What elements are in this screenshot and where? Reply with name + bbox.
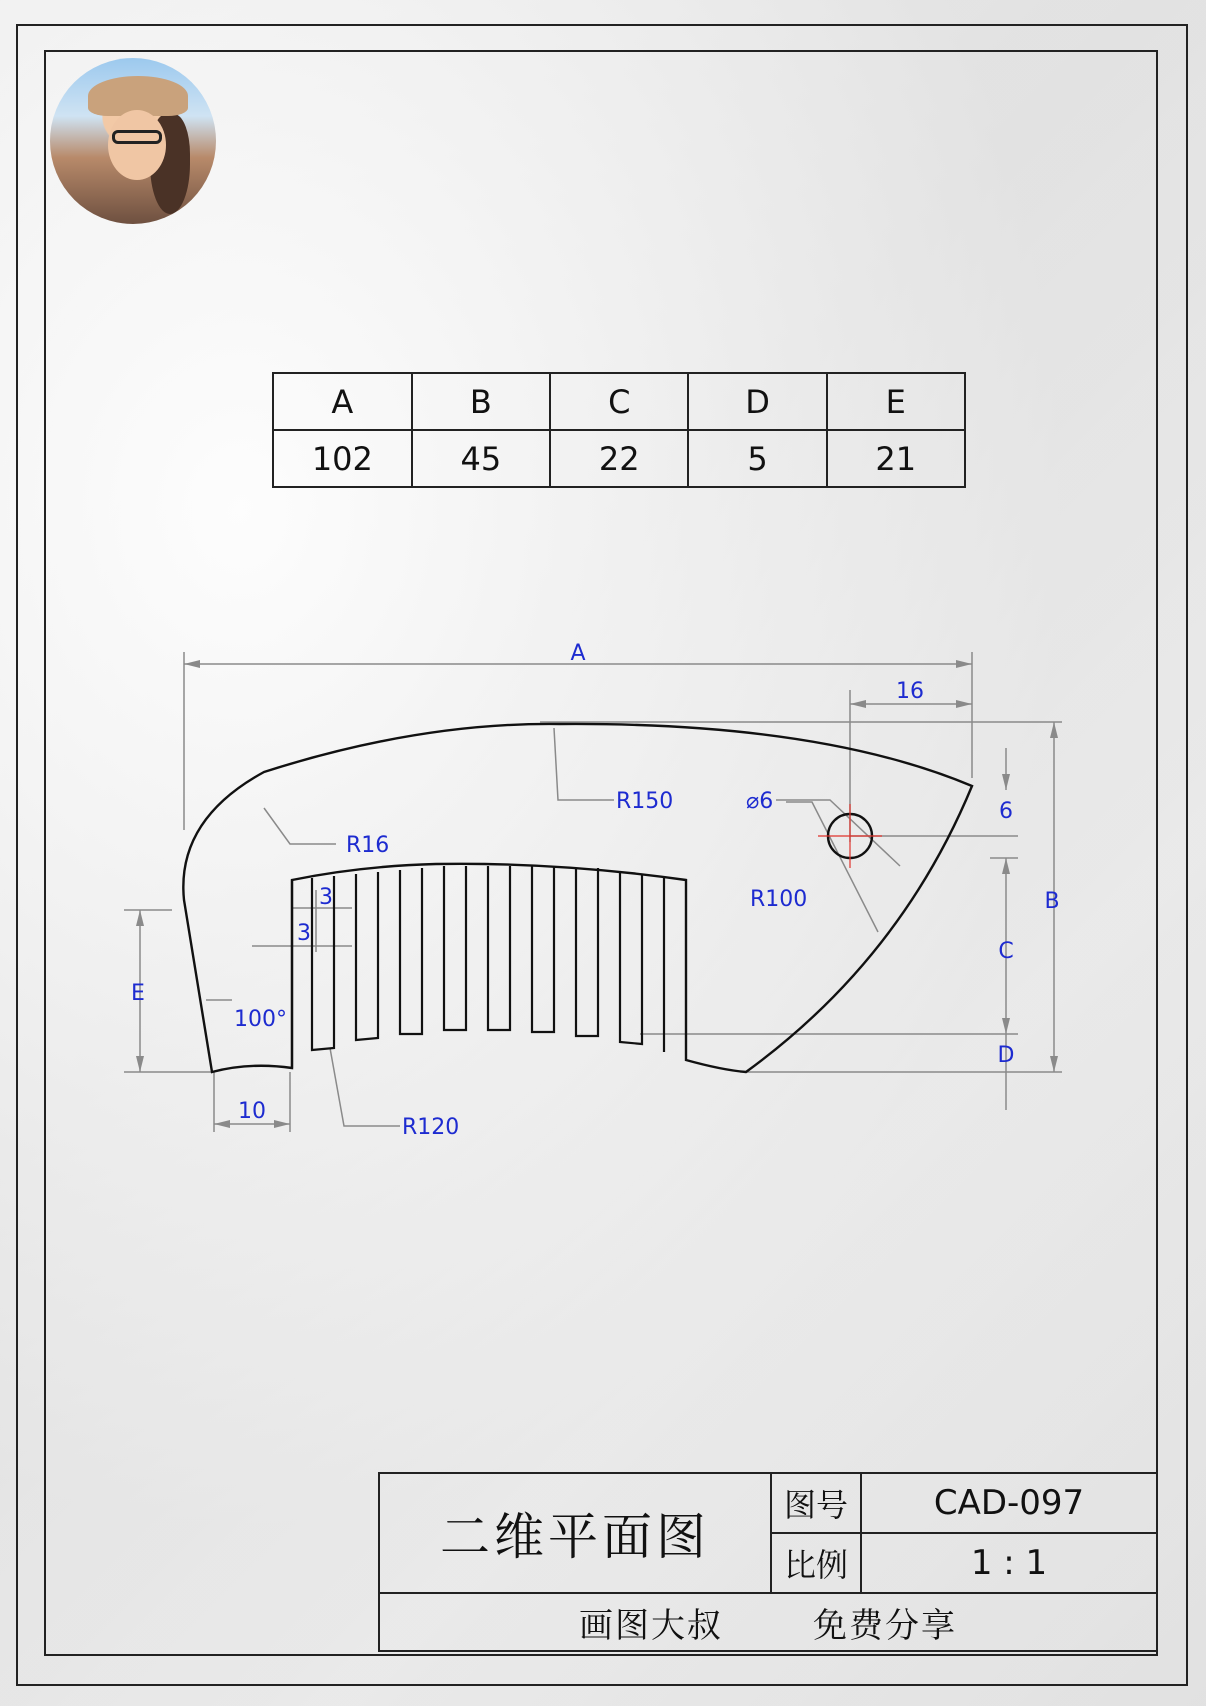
dim-overall-width: A: [570, 641, 586, 666]
param-header-a: A: [273, 373, 412, 430]
dim-top-arc-radius: R150: [616, 789, 674, 814]
param-header-e: E: [827, 373, 965, 430]
param-header-c: C: [550, 373, 688, 430]
drawing-number-row: [772, 1474, 1156, 1534]
share-note: 免费分享: [813, 1605, 957, 1646]
dim-left-offset: 10: [238, 1099, 266, 1124]
scale-value: 1 : 1: [970, 1543, 1048, 1583]
param-header-d: D: [688, 373, 826, 430]
param-value-a: 102: [273, 430, 412, 487]
dim-tooth-gap: 3: [297, 921, 311, 946]
dim-angle: 100°: [234, 1007, 287, 1032]
param-value-e: 21: [827, 430, 965, 487]
dim-corner-radius: R16: [346, 833, 390, 858]
dim-bottom-arc-radius: R120: [402, 1115, 460, 1140]
scale-label: 比例: [772, 1534, 862, 1592]
dim-height-d: D: [997, 1043, 1015, 1068]
dim-hole-vertical: 6: [999, 799, 1013, 824]
param-value-d: 5: [688, 430, 826, 487]
author-name: 画图大叔: [579, 1605, 723, 1646]
dim-height-e: E: [131, 981, 145, 1006]
drawing-number: CAD-097: [933, 1483, 1085, 1523]
param-header-b: B: [412, 373, 550, 430]
drawing-number-label: 图号: [772, 1474, 862, 1532]
title-block-footer: [380, 1592, 1156, 1650]
hole-centerlines: [818, 804, 882, 868]
param-value-c: 22: [550, 430, 688, 487]
dim-hole-diameter: ⌀6: [746, 789, 774, 814]
drawing-title: 二维平面图: [380, 1474, 772, 1592]
dim-hole-offset: 16: [896, 679, 924, 704]
dim-right-arc-radius: R100: [750, 887, 808, 912]
dim-height-c: C: [998, 939, 1014, 964]
title-block: [378, 1472, 1158, 1652]
scale-row: [772, 1534, 1156, 1592]
comb-teeth: [292, 866, 664, 1068]
param-value-b: 45: [412, 430, 550, 487]
dim-tooth-width: 3: [319, 885, 333, 910]
part-outline: [183, 724, 972, 1072]
dim-total-height: B: [1044, 889, 1060, 914]
